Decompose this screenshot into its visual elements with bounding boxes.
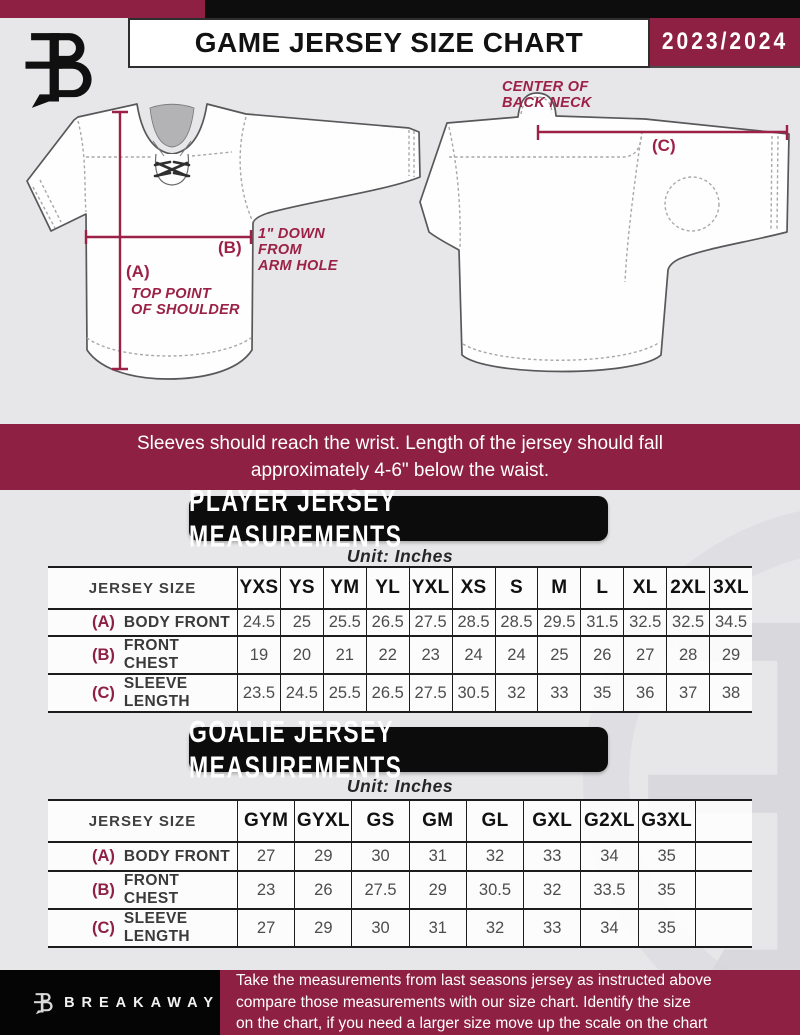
measurement-value: 30.5 [452,673,495,713]
row-label [48,635,237,673]
annotation-c-note: CENTER OF BACK NECK [502,79,592,111]
footer-note-line2: compare those measurements with our size chart. Identify the size [236,993,691,1011]
size-column-header: GYM [237,799,294,841]
measurement-value: 24.5 [237,608,280,635]
row-label [48,673,237,713]
row-key: (B) [92,645,115,664]
measurement-value: 32 [466,841,523,870]
measurement-value: 27.5 [409,608,452,635]
page-title: GAME JERSEY SIZE CHART [194,27,584,58]
measurement-value: 33.5 [580,870,637,908]
player-size-table [48,566,752,713]
table-corner-label: JERSEY SIZE [48,799,237,841]
row-key: (B) [92,880,115,899]
a-key: (A) [126,262,150,281]
measurement-value: 30 [351,908,408,948]
footer-note-line1: Take the measurements from last seasons jersey as instructed above [236,972,712,990]
measurement-value: 30 [351,841,408,870]
measurement-value: 28 [666,635,709,673]
annotation-b-note: 1" DOWN FROM ARM HOLE [258,226,338,274]
size-column-header: S [495,566,538,608]
annotation-a-note: TOP POINT OF SHOULDER [131,286,240,318]
size-column-header: YXS [237,566,280,608]
measurement-value: 28.5 [452,608,495,635]
measurement-value: 19 [237,635,280,673]
measurement-value: 29 [294,908,351,948]
jersey-back-diagram [420,93,789,372]
measurement-value: 24 [452,635,495,673]
measurement-value: 25 [537,635,580,673]
measurement-value: 26 [294,870,351,908]
row-title: SLEEVE LENGTH [123,675,191,710]
measurement-value: 29 [709,635,752,673]
measurement-value: 20 [280,635,323,673]
measurement-value: 35 [638,841,695,870]
measurement-value: 26.5 [366,673,409,713]
row-title: BODY FRONT [123,613,231,631]
measurement-value: 25.5 [323,673,366,713]
measurement-value: 31.5 [580,608,623,635]
notice-line1: Sleeves should reach the wrist. Length of the jersey should fall [137,433,663,454]
size-column-header: GL [466,799,523,841]
row-key: (C) [92,918,115,937]
row-title: FRONT CHEST [123,872,180,907]
size-column-header: M [537,566,580,608]
measurement-value: 27 [237,841,294,870]
measurement-value: 35 [638,870,695,908]
size-column-header: YM [323,566,366,608]
measurement-value: 34 [580,841,637,870]
goalie-size-table [48,799,752,948]
c-key: (C) [652,136,676,155]
size-column-header: XS [452,566,495,608]
size-column-header: YL [366,566,409,608]
size-column-header: YS [280,566,323,608]
footer [0,970,800,1035]
size-column-header: XL [623,566,666,608]
season-badge [650,18,800,68]
row-title: BODY FRONT [123,847,231,865]
measurement-value: 32 [495,673,538,713]
measurement-value: 27.5 [351,870,408,908]
footer-instructions [220,970,800,1035]
row-key: (C) [92,683,115,702]
measurement-value: 31 [409,908,466,948]
season-label: 2023/2024 [661,28,789,55]
measurement-value: 35 [580,673,623,713]
size-column-header: YXL [409,566,452,608]
size-column-header: GS [351,799,408,841]
row-key: (A) [92,613,115,631]
brand-name: BREAKAWAY [64,994,220,1011]
measurement-value: 29 [409,870,466,908]
measurement-value: 23 [409,635,452,673]
measurement-value: 26.5 [366,608,409,635]
row-key: (A) [92,847,115,865]
measurement-value [695,841,752,870]
measurement-value: 27 [623,635,666,673]
size-column-header: 2XL [666,566,709,608]
top-accent-bar [0,0,800,18]
measurement-value: 30.5 [466,870,523,908]
measurement-value: 28.5 [495,608,538,635]
title-box [128,18,650,68]
measurement-value: 32 [466,908,523,948]
measurement-value [695,870,752,908]
measurement-value: 21 [323,635,366,673]
measurement-value: 32.5 [666,608,709,635]
row-title: FRONT CHEST [123,637,180,672]
annotation-b-label [218,238,242,258]
player-section-heading: PLAYER JERSEY MEASUREMENTS [189,496,608,541]
measurement-value: 27.5 [409,673,452,713]
goalie-unit-label: Unit: Inches [346,776,454,796]
size-column-header: GYXL [294,799,351,841]
size-column-header: GM [409,799,466,841]
player-unit-label: Unit: Inches [346,546,454,566]
measurement-value: 25.5 [323,608,366,635]
size-column-header: G3XL [638,799,695,841]
annotation-a-label [126,262,150,282]
fit-notice-banner [0,424,800,490]
row-label [48,608,237,635]
measurement-value [695,908,752,948]
size-column-header: 3XL [709,566,752,608]
footer-note-line3: on the chart, if you need a larger size move up the scale on the chart [236,1015,708,1033]
measurement-value: 33 [523,841,580,870]
measurement-value: 22 [366,635,409,673]
measurement-value: 23 [237,870,294,908]
measurement-value: 36 [623,673,666,713]
notice-line2: approximately 4-6" below the waist. [250,460,550,481]
breakaway-logo-icon [24,26,98,110]
row-label [48,908,237,948]
row-label [48,870,237,908]
b-key: (B) [218,238,242,257]
row-label [48,841,237,870]
measurement-value: 34.5 [709,608,752,635]
measurement-value: 33 [523,908,580,948]
measurement-value: 27 [237,908,294,948]
measurement-value: 32 [523,870,580,908]
measurement-value: 24 [495,635,538,673]
measurement-value: 29 [294,841,351,870]
measurement-value: 26 [580,635,623,673]
measurement-value: 32.5 [623,608,666,635]
size-column-header [695,799,752,841]
measurement-value: 29.5 [537,608,580,635]
size-column-header: L [580,566,623,608]
size-column-header: GXL [523,799,580,841]
measurement-value: 35 [638,908,695,948]
table-corner-label: JERSEY SIZE [48,566,237,608]
row-title: SLEEVE LENGTH [123,910,191,945]
measurement-value: 31 [409,841,466,870]
measurement-value: 33 [537,673,580,713]
measurement-value: 24.5 [280,673,323,713]
size-column-header: G2XL [580,799,637,841]
annotation-c-label [652,136,676,156]
footer-brand-block [0,970,220,1035]
measurement-value: 25 [280,608,323,635]
measurement-value: 23.5 [237,673,280,713]
goalie-section-heading: GOALIE JERSEY MEASUREMENTS [189,727,608,772]
measurement-value: 37 [666,673,709,713]
measurement-value: 34 [580,908,637,948]
breakaway-logo-icon-footer [34,982,54,1024]
measurement-value: 38 [709,673,752,713]
top-accent-maroon [0,0,205,18]
